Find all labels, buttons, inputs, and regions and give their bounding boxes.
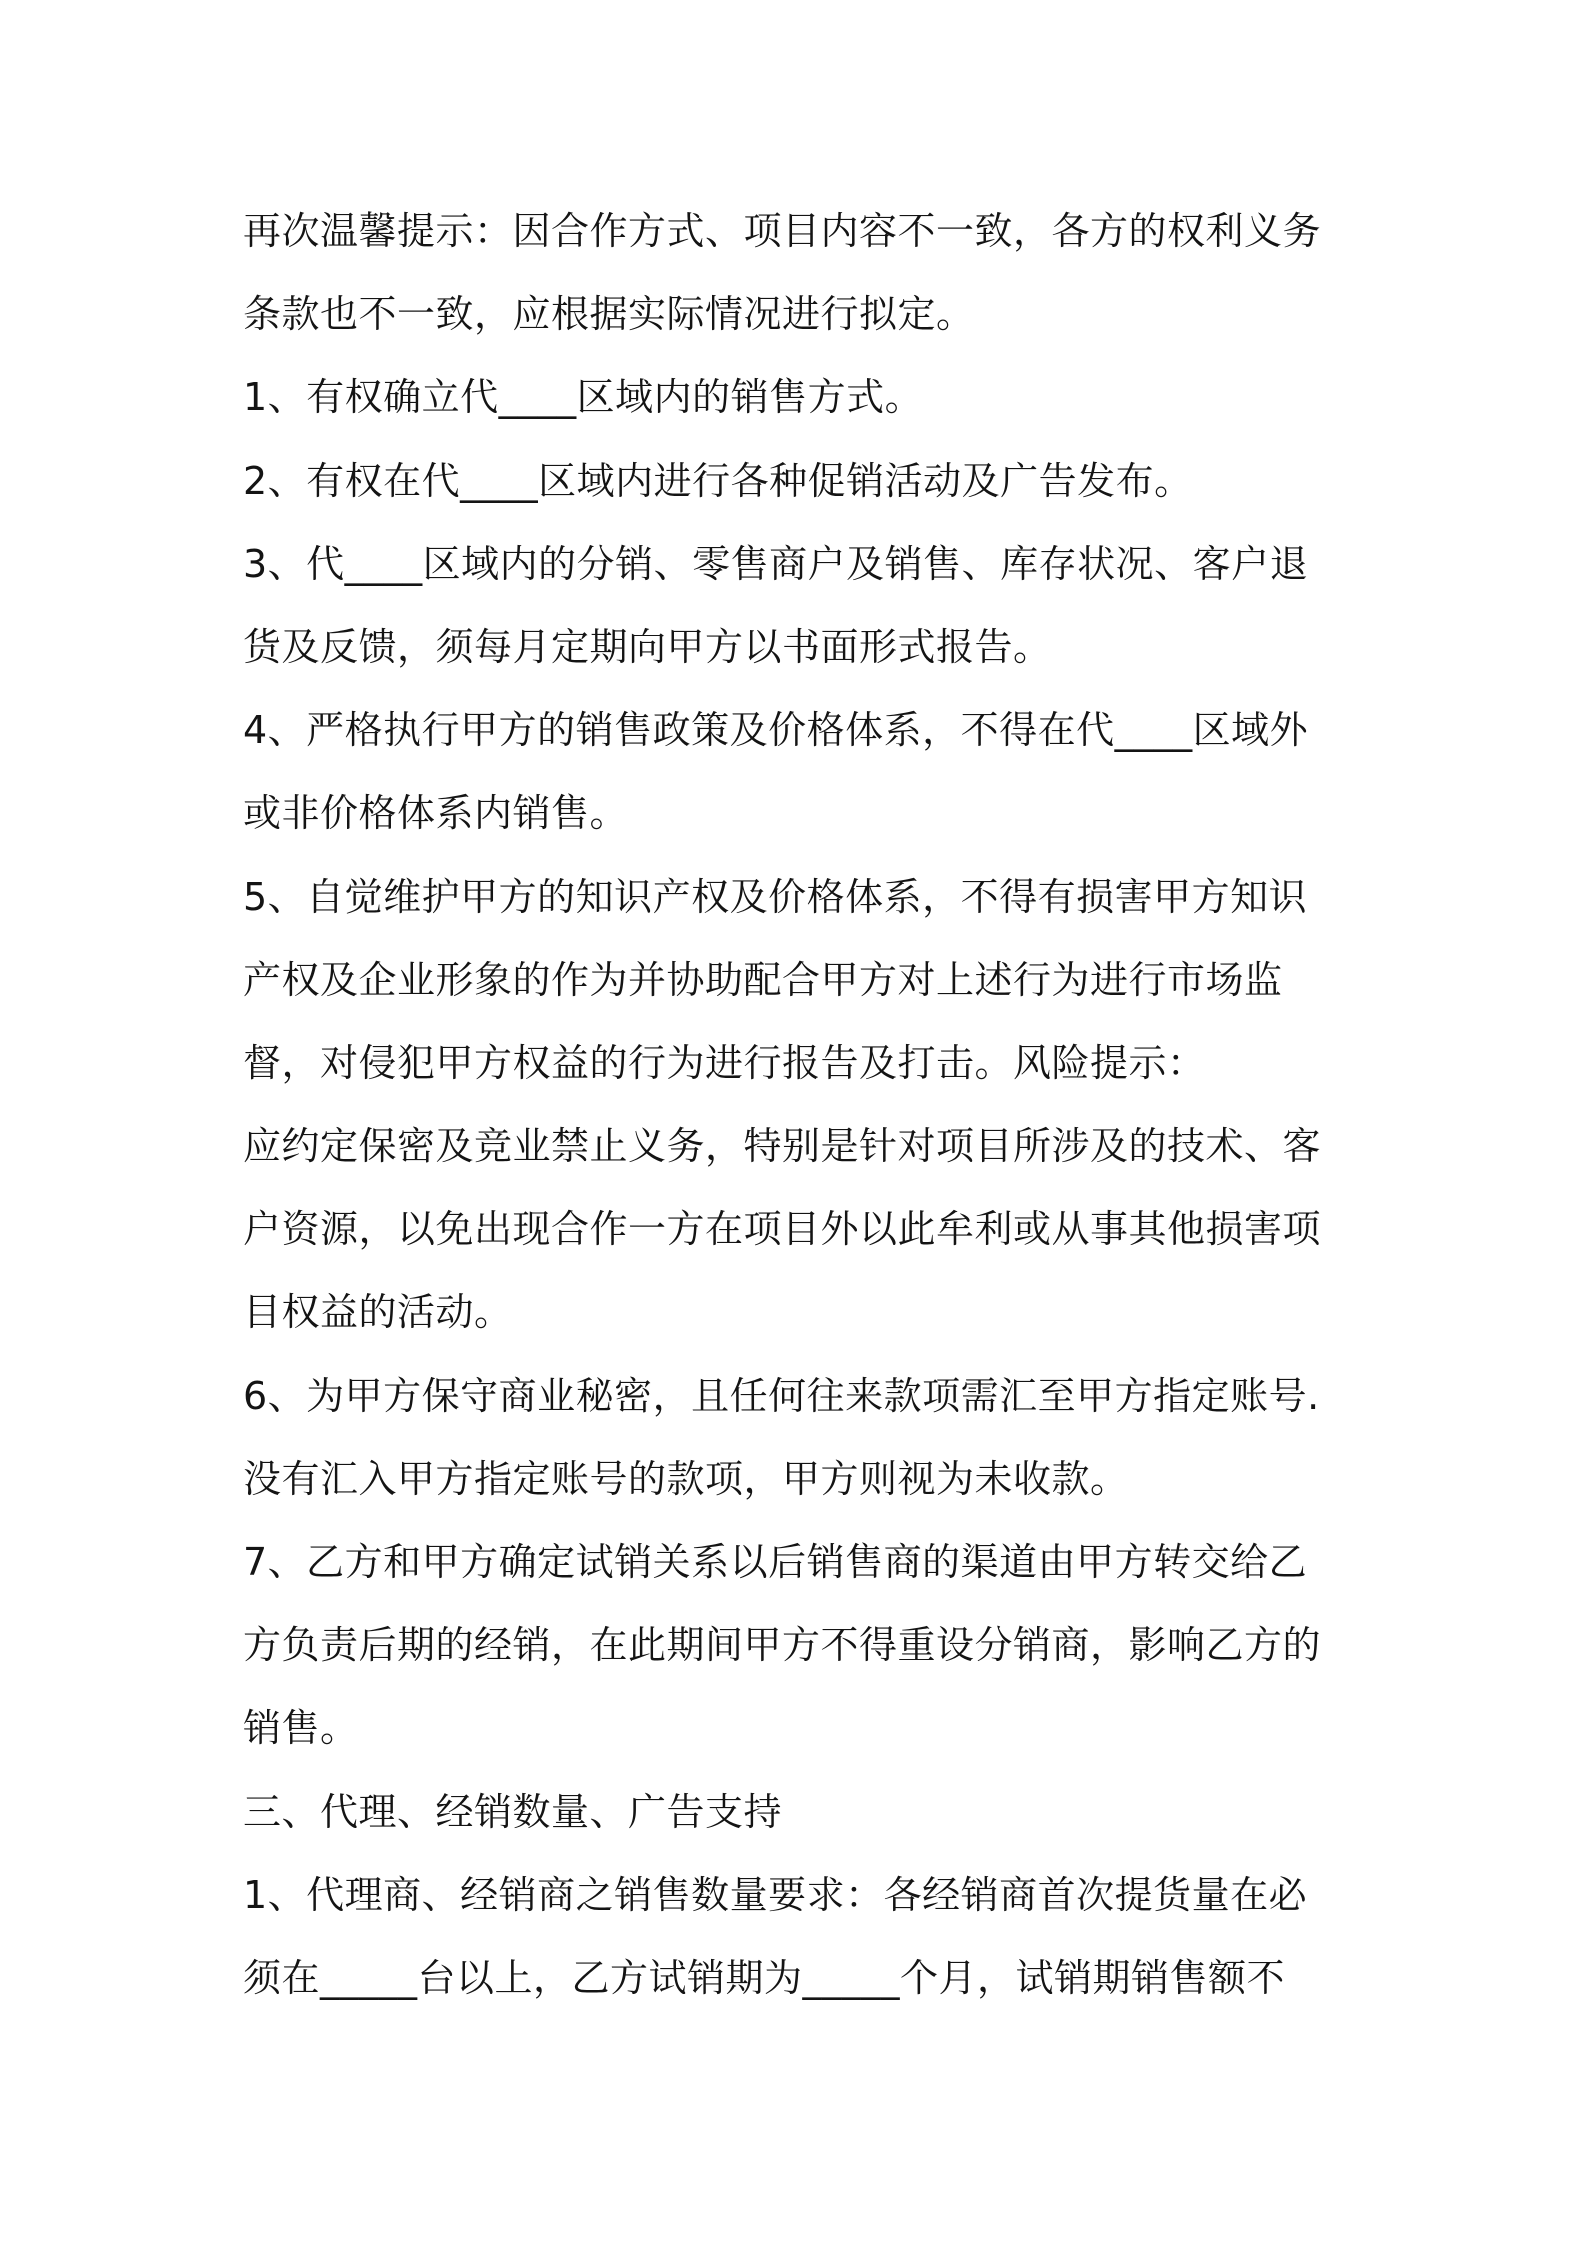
document-text-line: 须在_____台以上，乙方试销期为_____个月，试销期销售额不 [243, 1955, 1286, 2000]
document-text-line: 货及反馈，须每月定期向甲方以书面形式报告。 [243, 624, 1052, 669]
document-text-line: 1、代理商、经销商之销售数量要求：各经销商首次提货量在必 [243, 1872, 1308, 1917]
document-text-line: 没有汇入甲方指定账号的款项，甲方则视为未收款。 [243, 1456, 1129, 1501]
document-body [243, 190, 1363, 2020]
document-text-line: 目权益的活动。 [243, 1290, 513, 1335]
document-text-line: 应约定保密及竞业禁止义务，特别是针对项目所涉及的技术、客 [243, 1124, 1322, 1169]
document-text-line: 或非价格体系内销售。 [243, 791, 629, 836]
document-text-line: 7、乙方和甲方确定试销关系以后销售商的渠道由甲方转交给乙 [243, 1540, 1308, 1584]
document-text-line: 产权及企业形象的作为并协助配合甲方对上述行为进行市场监 [243, 957, 1283, 1002]
document-text-line: 三、代理、经销数量、广告支持 [243, 1789, 783, 1834]
document-text-line: 条款也不一致，应根据实际情况进行拟定。 [243, 292, 975, 337]
document-text-line: 5、自觉维护甲方的知识产权及价格体系，不得有损害甲方知识 [243, 874, 1308, 919]
document-text-line: 销售。 [243, 1706, 359, 1751]
document-text-line: 户资源，以免出现合作一方在项目外以此牟利或从事其他损害项 [243, 1207, 1322, 1252]
document-text-line: 6、为甲方保守商业秘密，且任何往来款项需汇至甲方指定账号. [243, 1373, 1320, 1418]
document-text-line: 1、有权确立代____区域内的销售方式。 [243, 375, 924, 420]
document-text-line: 2、有权在代____区域内进行各种促销活动及广告发布。 [243, 458, 1193, 503]
document-text-line: 4、严格执行甲方的销售政策及价格体系，不得在代____区域外 [243, 708, 1309, 753]
document-text-line: 督，对侵犯甲方权益的行为进行报告及打击。风险提示： [243, 1040, 1206, 1085]
document-text-line: 再次温馨提示：因合作方式、项目内容不一致，各方的权利义务 [243, 209, 1322, 253]
document-text-line: 3、代____区域内的分销、零售商户及销售、库存状况、客户退 [243, 541, 1309, 586]
document-text-line: 方负责后期的经销，在此期间甲方不得重设分销商，影响乙方的 [243, 1623, 1322, 1668]
